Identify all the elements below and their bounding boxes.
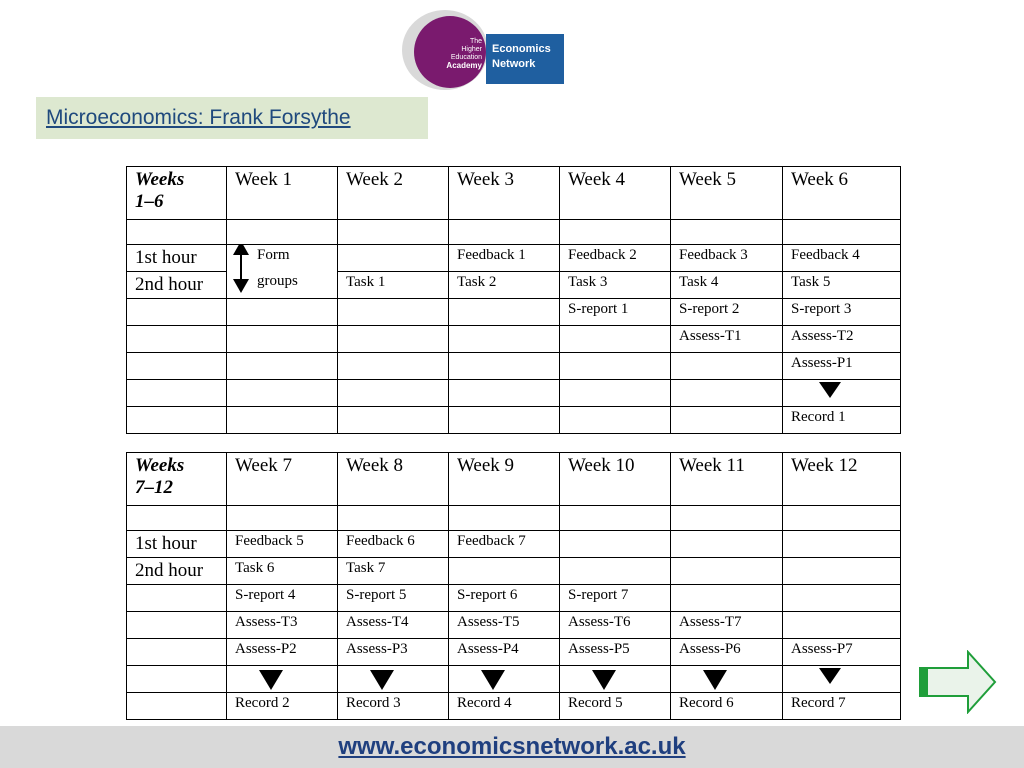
down-arrow-icon [592,670,616,690]
form-label: Form [257,247,290,263]
table-cell: S-report 7 [560,585,671,612]
groups-label: groups [257,273,298,289]
table-cell [671,666,783,693]
weeks-corner-cell: Weeks 1–6 [127,167,227,220]
table-row [127,299,901,326]
table-cell: Record 2 [227,693,338,720]
economics-network-logo [402,10,564,90]
table-cell: Assess-P5 [560,639,671,666]
next-arrow-icon [918,650,998,714]
table-cell: S-report 6 [449,585,560,612]
schedule-table-weeks-7-12 [126,452,901,720]
table-cell: Task 5 [783,272,901,299]
table-row [127,353,901,380]
down-arrow-icon [819,382,841,398]
table-row [127,612,901,639]
table-cell: Task 4 [671,272,783,299]
footer-bar [0,726,1024,768]
table-cell: Feedback 6 [338,531,449,558]
table-cell: Assess-P4 [449,639,560,666]
table-cell: S-report 5 [338,585,449,612]
down-arrow-icon [259,670,283,690]
table-cell: Record 7 [783,693,901,720]
table-row [127,326,901,353]
hour-label: 2nd hour [127,558,227,585]
table-cell [560,666,671,693]
table-row [127,639,901,666]
next-slide-button[interactable] [918,650,998,714]
hour-label: 1st hour [127,245,227,272]
double-arrow-icon [233,245,251,294]
hour-label: 1st hour [127,531,227,558]
table-cell: S-report 4 [227,585,338,612]
table-cell: S-report 2 [671,299,783,326]
hour-label: 2nd hour [127,272,227,299]
table-cell: Assess-P6 [671,639,783,666]
table-cell: Assess-P7 [783,639,901,666]
table-cell: Assess-P2 [227,639,338,666]
week-header: Week 11 [671,453,783,506]
table-cell: Assess-T5 [449,612,560,639]
table-cell [449,666,560,693]
week-header: Week 6 [783,167,901,220]
table-cell [227,666,338,693]
footer-url-link[interactable]: www.economicsnetwork.ac.uk [338,733,686,760]
week-header: Week 1 [227,167,338,220]
table-cell: Record 4 [449,693,560,720]
table-cell: Feedback 2 [560,245,671,272]
table-header-row [127,167,901,220]
table-cell: Feedback 3 [671,245,783,272]
table-row [127,506,901,531]
table-cell: S-report 3 [783,299,901,326]
table-cell: Task 1 [338,272,449,299]
table-cell: Assess-T3 [227,612,338,639]
table-cell: Feedback 7 [449,531,560,558]
table-row [127,380,901,407]
table-row [127,585,901,612]
table-cell: Feedback 1 [449,245,560,272]
table-cell: Task 2 [449,272,560,299]
logo-circle [414,16,486,88]
table-cell: Feedback 5 [227,531,338,558]
table-cell: Task 7 [338,558,449,585]
table-row [127,407,901,434]
weeks-corner-cell: Weeks 7–12 [127,453,227,506]
down-arrow-icon [703,670,727,690]
table-cell: S-report 1 [560,299,671,326]
logo-academy-text: The Higher Education Academy [446,38,482,70]
week-header: Week 9 [449,453,560,506]
title-box [36,97,428,139]
week-header: Week 5 [671,167,783,220]
week-header: Week 4 [560,167,671,220]
week-header: Week 3 [449,167,560,220]
table-row [127,531,901,558]
table-cell [783,380,901,407]
down-arrow-icon [370,670,394,690]
week-header: Week 2 [338,167,449,220]
form-groups-cell [227,245,338,299]
title-link[interactable]: Microeconomics: Frank Forsythe [46,106,351,129]
table-cell: Task 6 [227,558,338,585]
table-cell [338,666,449,693]
table-cell: Record 5 [560,693,671,720]
table-row [127,558,901,585]
logo-network-box: Economics Network [486,34,564,84]
table-cell [783,666,901,693]
week-header: Week 12 [783,453,901,506]
table-cell: Assess-T1 [671,326,783,353]
table-row [127,693,901,720]
week-header: Week 10 [560,453,671,506]
table-cell: Record 1 [783,407,901,434]
week-header: Week 8 [338,453,449,506]
table-row [127,666,901,693]
table-cell: Feedback 4 [783,245,901,272]
schedule-table-weeks-1-6 [126,166,901,434]
table-row [127,245,901,272]
week-header: Week 7 [227,453,338,506]
down-arrow-icon [481,670,505,690]
table-cell: Record 3 [338,693,449,720]
down-arrow-icon [819,668,841,684]
table-header-row [127,453,901,506]
table-cell: Assess-T7 [671,612,783,639]
table-cell: Assess-T6 [560,612,671,639]
table-cell: Assess-P3 [338,639,449,666]
table-cell: Record 6 [671,693,783,720]
table-cell: Assess-T2 [783,326,901,353]
table-row [127,220,901,245]
table-cell: Task 3 [560,272,671,299]
table-cell: Assess-P1 [783,353,901,380]
table-cell: Assess-T4 [338,612,449,639]
